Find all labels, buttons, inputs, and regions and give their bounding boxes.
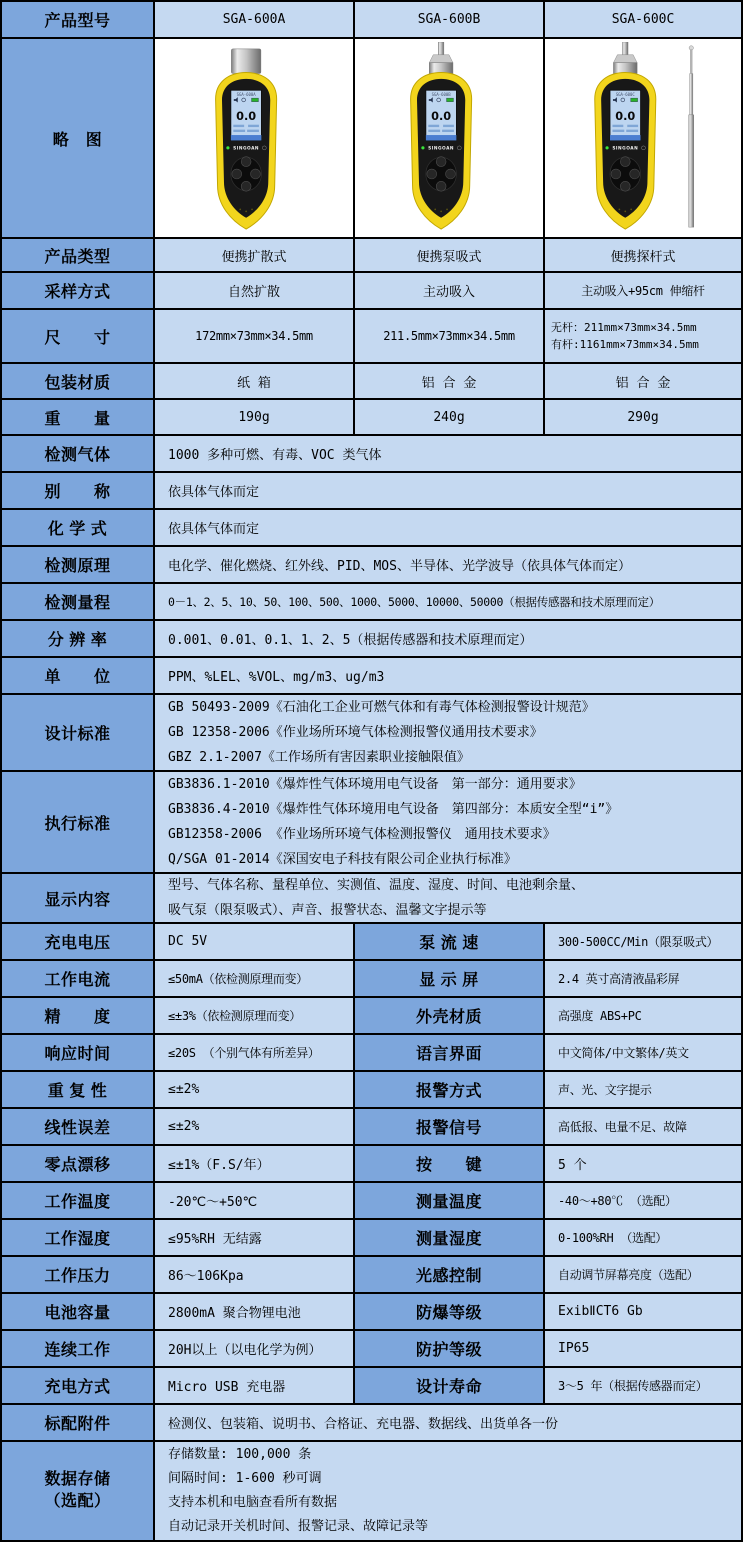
spec-row-pair-12 [2,1368,741,1405]
screen-model-text: SGA-600B [431,91,451,97]
row-label-right: 测量湿度 [355,1220,545,1257]
row-value-left: -20℃～+50℃ [155,1183,355,1220]
row-value: 依具体气体而定 [155,510,741,547]
spec-row-product-type [2,239,741,273]
standard-line: GB 12358-2006《作业场所环境气体检测报警仪通用技术要求》 [168,725,543,740]
screen-value-text: 0.0 [615,108,636,123]
spec-row-sampling [2,273,741,310]
row-label: 检测量程 [2,584,155,621]
row-label: 采样方式 [2,273,155,310]
standard-line: GBZ 2.1-2007《工作场所有害因素职业接触限值》 [168,750,470,765]
row-value-left: ≤50mA（依检测原理而变） [155,961,355,998]
row-value-c: 铝 合 金 [545,364,741,400]
size-line-without-rod: 无杆：211mm×73mm×34.5mm [551,321,697,334]
row-value-a: 便携扩散式 [155,239,355,273]
model-name-c: SGA-600C [545,2,741,39]
sketch-label: 略 图 [2,39,155,239]
row-value: 电化学、催化燃烧、红外线、PID、MOS、半导体、光学波导（依具体气体而定） [155,547,741,584]
screen-status-bar [231,135,262,140]
row-value [155,772,741,874]
keypad-buttons [610,156,641,190]
row-value [155,695,741,772]
spec-row-formula [2,510,741,547]
screen-status-bar [426,135,457,140]
row-label-left: 连续工作 [2,1331,155,1368]
row-value-right: -40～+80℃ （选配） [545,1183,741,1220]
row-value-a: 纸 箱 [155,364,355,400]
row-label-right: 外壳材质 [355,998,545,1035]
row-label: 显示内容 [2,874,155,924]
row-label [2,1442,155,1542]
battery-icon [252,98,259,102]
standard-line: GB3836.1-2010《爆炸性气体环境用电气设备 第一部分：通用要求》 [168,777,582,792]
screen-value-text: 0.0 [236,108,257,123]
spec-row-pair-10 [2,1294,741,1331]
row-label-left: 工作湿度 [2,1220,155,1257]
row-label-left: 充电电压 [2,924,155,961]
row-value: 0.001、0.01、0.1、1、2、5（根据传感器和技术原理而定） [155,621,741,658]
row-value-left: 20H以上（以电化学为例） [155,1331,355,1368]
row-value-c: 290g [545,400,741,436]
row-value: 依具体气体而定 [155,473,741,510]
spec-row-pair-7 [2,1183,741,1220]
spec-row-gases [2,436,741,473]
row-value-right: 声、光、文字提示 [545,1072,741,1109]
row-label-left: 精 度 [2,998,155,1035]
row-value-left: ≤±2% [155,1072,355,1109]
row-value-right: 高强度 ABS+PC [545,998,741,1035]
spec-row-resolution [2,621,741,658]
screen-value-text: 0.0 [431,108,452,123]
row-value-right: 自动调节屏幕亮度（选配） [545,1257,741,1294]
row-value-left: ≤95%RH 无结露 [155,1220,355,1257]
power-led-icon [605,146,608,149]
row-label-left: 工作温度 [2,1183,155,1220]
model-name-a: SGA-600A [155,2,355,39]
row-label-right: 按 键 [355,1146,545,1183]
row-value-left: ≤±1%（F.S/年） [155,1146,355,1183]
storage-label-line1: 数据存储 [44,1471,111,1488]
row-label: 标配附件 [2,1405,155,1442]
device-illustration [573,42,713,235]
row-label: 重 量 [2,400,155,436]
row-label: 检测原理 [2,547,155,584]
row-value-right: 5 个 [545,1146,741,1183]
row-label-right: 防护等级 [355,1331,545,1368]
row-value-right: 0-100%RH （选配） [545,1220,741,1257]
product-image-cell-c [545,39,741,239]
probe-base-icon [429,62,453,73]
row-value-left: DC 5V [155,924,355,961]
brand-text: SINGOAN [612,146,639,152]
row-value-left: 2800mA 聚合物锂电池 [155,1294,355,1331]
row-label-right: 报警信号 [355,1109,545,1146]
row-label-left: 工作压力 [2,1257,155,1294]
spec-row-pair-11 [2,1331,741,1368]
device-illustration [379,42,519,235]
row-value-right: IP65 [545,1331,741,1368]
sketch-row [2,39,741,239]
row-value-left: ≤±3%（依检测原理而变） [155,998,355,1035]
row-value: PPM、%LEL、%VOL、mg/m3、ug/m3 [155,658,741,695]
standard-line: Q/SGA 01-2014《深国安电子科技有限公司企业执行标准》 [168,852,517,867]
sensor-cap-icon [231,48,261,73]
row-label: 单 位 [2,658,155,695]
probe-collar-icon [429,54,453,62]
spec-row-data-storage [2,1442,741,1542]
row-label: 执行标准 [2,772,155,874]
row-value-b: 211.5mm×73mm×34.5mm [355,310,545,364]
row-label-right: 显 示 屏 [355,961,545,998]
row-label-left: 线性误差 [2,1109,155,1146]
screen-model-text: SGA-600A [236,91,256,97]
row-value-right: ExibⅡCT6 Gb [545,1294,741,1331]
screen-model-text: SGA-600C [615,91,635,97]
standard-line: GB3836.4-2010《爆炸性气体环境用电气设备 第四部分：本质安全型“i”》 [168,802,619,817]
row-value-a: 自然扩散 [155,273,355,310]
spec-row-pair-0 [2,924,741,961]
row-value-left: ≤20S （个别气体有所差异） [155,1035,355,1072]
row-label-right: 光感控制 [355,1257,545,1294]
row-value [155,874,741,924]
row-value-left: Micro USB 充电器 [155,1368,355,1405]
storage-line: 间隔时间: 1-600 秒可调 [168,1471,322,1486]
spec-row-display-content [2,874,741,924]
spec-row-weight [2,400,741,436]
row-label: 包装材质 [2,364,155,400]
row-label: 别 称 [2,473,155,510]
row-label: 尺 寸 [2,310,155,364]
product-image-sga-600b [379,42,519,235]
spec-row-exec-standards [2,772,741,874]
device-illustration [184,42,324,235]
row-label: 检测气体 [2,436,155,473]
row-value-right: 3～5 年（根据传感器而定） [545,1368,741,1405]
row-label-right: 泵 流 速 [355,924,545,961]
row-label-right: 测量温度 [355,1183,545,1220]
row-label-right: 防爆等级 [355,1294,545,1331]
spec-row-size [2,310,741,364]
storage-line: 存储数量: 100,000 条 [168,1447,312,1462]
row-label-left: 充电方式 [2,1368,155,1405]
header-row [2,2,741,39]
product-image-cell-b [355,39,545,239]
row-label: 设计标准 [2,695,155,772]
storage-label-line2: （选配） [44,1493,111,1510]
size-line-with-rod: 有杆:1161mm×73mm×34.5mm [551,338,699,351]
standard-line: GB 50493-2009《石油化工企业可燃气体和有毒气体检测报警设计规范》 [168,700,595,715]
spec-row-accessories [2,1405,741,1442]
spec-row-design-standards [2,695,741,772]
probe-rod-icon [623,42,629,55]
row-value-b: 便携泵吸式 [355,239,545,273]
probe-collar-icon [613,54,637,62]
storage-line: 自动记录开关机时间、报警记录、故障记录等 [168,1519,429,1534]
spec-row-pair-3 [2,1035,741,1072]
brand-text: SINGOAN [233,146,260,152]
spec-row-units [2,658,741,695]
spec-row-pair-4 [2,1072,741,1109]
spec-row-pair-2 [2,998,741,1035]
keypad-buttons [231,156,262,190]
row-value-c: 主动吸入+95cm 伸缩杆 [545,273,741,310]
display-line: 型号、气体名称、量程单位、实测值、温度、湿度、时间、电池剩余量、 [168,878,585,893]
product-image-sga-600a [184,42,324,235]
battery-icon [447,98,454,102]
probe-rod-icon [438,42,444,55]
row-value-c [545,310,741,364]
row-value-a: 172mm×73mm×34.5mm [155,310,355,364]
row-value: 0－1、2、5、10、50、100、500、1000、5000、10000、50000（根据传感器和技术原理而定） [155,584,741,621]
row-value-b: 铝 合 金 [355,364,545,400]
keypad-buttons [426,156,457,190]
row-label: 化 学 式 [2,510,155,547]
row-value-left: 86～106Kpa [155,1257,355,1294]
battery-icon [631,98,638,102]
probe-base-icon [613,62,637,73]
row-label-left: 响应时间 [2,1035,155,1072]
row-label-left: 电池容量 [2,1294,155,1331]
row-value: 检测仪、包装箱、说明书、合格证、充电器、数据线、出货单各一份 [155,1405,741,1442]
row-value-b: 240g [355,400,545,436]
row-label-left: 重 复 性 [2,1072,155,1109]
spec-row-alias [2,473,741,510]
row-label-left: 工作电流 [2,961,155,998]
row-label-right: 设计寿命 [355,1368,545,1405]
row-label-left: 零点漂移 [2,1146,155,1183]
row-value-right: 中文简体/中文繁体/英文 [545,1035,741,1072]
row-label-right: 语言界面 [355,1035,545,1072]
spec-row-range [2,584,741,621]
spec-row-pair-9 [2,1257,741,1294]
brand-text: SINGOAN [428,146,455,152]
product-image-cell-a [155,39,355,239]
product-image-sga-600c [573,42,713,235]
screen-status-bar [610,135,641,140]
row-value-right: 2.4 英寸高清液晶彩屏 [545,961,741,998]
row-value-left: ≤±2% [155,1109,355,1146]
spec-row-pair-8 [2,1220,741,1257]
row-value-c: 便携探杆式 [545,239,741,273]
spec-row-principle [2,547,741,584]
storage-line: 支持本机和电脑查看所有数据 [168,1495,338,1510]
row-value [155,1442,741,1542]
display-line: 吸气泵（限泵吸式）、声音、报警状态、温馨文字提示等 [168,903,487,918]
row-value-a: 190g [155,400,355,436]
row-label-right: 报警方式 [355,1072,545,1109]
standard-line: GB12358-2006 《作业场所环境气体检测报警仪 通用技术要求》 [168,827,556,842]
row-label: 分 辨 率 [2,621,155,658]
row-value: 1000 多种可燃、有毒、VOC 类气体 [155,436,741,473]
model-name-b: SGA-600B [355,2,545,39]
spec-row-pair-5 [2,1109,741,1146]
telescopic-rod-icon [689,45,694,226]
row-value-right: 高低报、电量不足、故障 [545,1109,741,1146]
power-led-icon [421,146,424,149]
spec-row-packing [2,364,741,400]
spec-row-pair-6 [2,1146,741,1183]
spec-row-pair-1 [2,961,741,998]
row-value-b: 主动吸入 [355,273,545,310]
row-value-right: 300-500CC/Min（限泵吸式） [545,924,741,961]
power-led-icon [226,146,229,149]
header-label: 产品型号 [2,2,155,39]
row-label: 产品类型 [2,239,155,273]
